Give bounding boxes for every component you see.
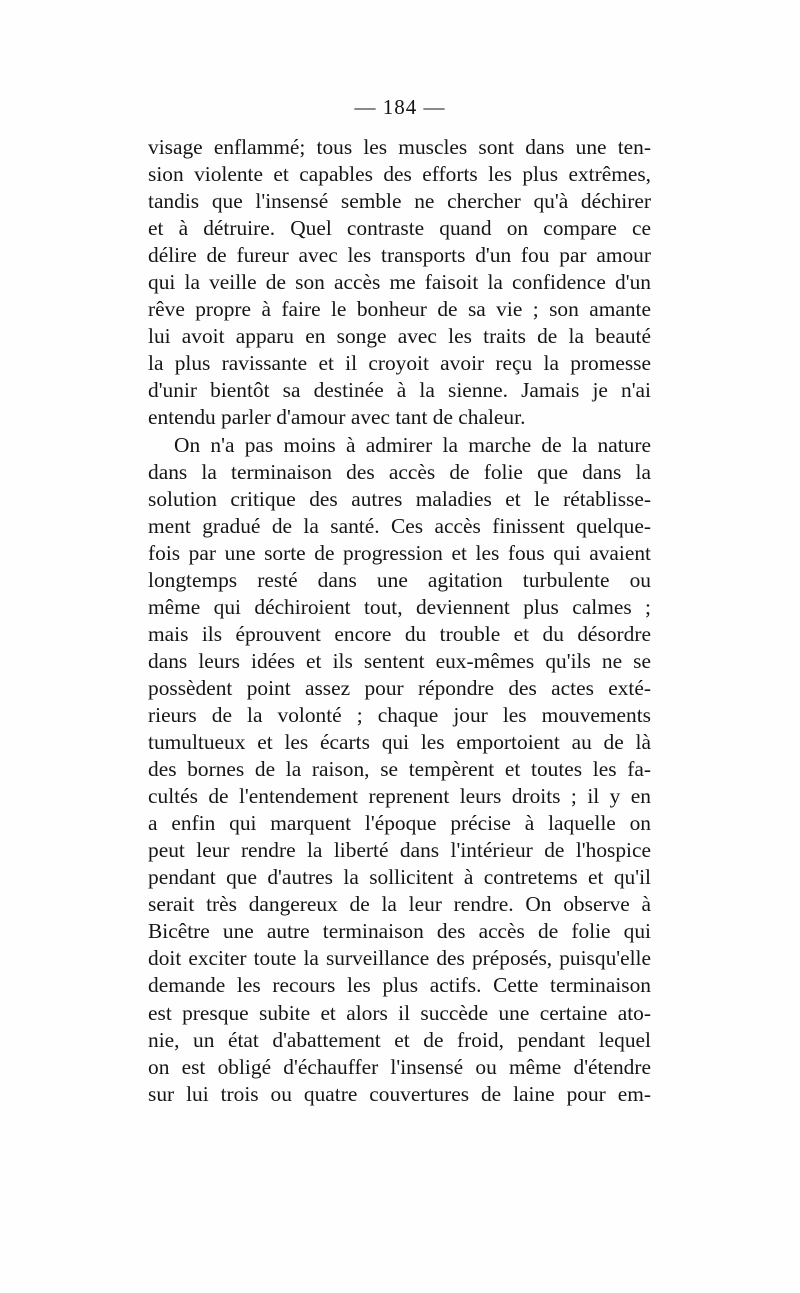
text-line: tandis que l'insensé semble ne chercher qu'à déchirer bbox=[148, 189, 651, 214]
text-line: mais ils éprouvent encore du trouble et du désordre bbox=[148, 621, 651, 646]
text-line: des bornes de la raison, se tempèrent et toutes les fa- bbox=[148, 757, 651, 782]
text-line: ment gradué de la santé. Ces accès finissent quelque- bbox=[148, 513, 651, 538]
text-line: peut leur rendre la liberté dans l'intérieur de l'hospice bbox=[148, 838, 651, 863]
text-line: nie, un état d'abattement et de froid, pendant lequel bbox=[148, 1027, 651, 1052]
page-number: — 184 — bbox=[354, 95, 446, 119]
text-line: fois par une sorte de progression et les fous qui avaient bbox=[148, 540, 651, 565]
text-line: On n'a pas moins à admirer la marche de la nature bbox=[174, 432, 651, 457]
text-line: rieurs de la volonté ; chaque jour les mouvements bbox=[148, 702, 651, 727]
paragraph-2 bbox=[148, 432, 651, 1108]
text-line: et à détruire. Quel contraste quand on compare ce bbox=[148, 216, 651, 241]
text-line: la plus ravissante et il croyoit avoir reçu la promesse bbox=[148, 351, 651, 376]
text-line: longtemps resté dans une agitation turbulente ou bbox=[148, 567, 651, 592]
text-line: solution critique des autres maladies et le rétablisse- bbox=[148, 486, 651, 511]
text-line: tumultueux et les écarts qui les emportoient au de là bbox=[148, 730, 651, 755]
text-line: sur lui trois ou quatre couvertures de laine pour em- bbox=[148, 1081, 651, 1106]
text-line: visage enflammé; tous les muscles sont dans une ten- bbox=[148, 135, 651, 159]
text-line: d'unir bientôt sa destinée à la sienne. Jamais je n'ai bbox=[148, 378, 651, 403]
text-line: dans leurs idées et ils sentent eux-mêmes qu'ils ne se bbox=[148, 648, 651, 673]
text-line: même qui déchiroient tout, deviennent plus calmes ; bbox=[148, 594, 651, 619]
text-line: possèdent point assez pour répondre des actes exté- bbox=[148, 675, 651, 700]
text-line: pendant que d'autres la sollicitent à contretems et qu'il bbox=[148, 865, 651, 890]
body-text bbox=[148, 134, 651, 1108]
text-line: dans la terminaison des accès de folie que dans la bbox=[148, 459, 651, 484]
text-line: a enfin qui marquent l'époque précise à laquelle on bbox=[148, 811, 651, 836]
text-line: Bicêtre une autre terminaison des accès de folie qui bbox=[148, 919, 651, 944]
text-line: qui la veille de son accès me faisoit la confidence d'un bbox=[148, 270, 651, 295]
text-line: est presque subite et alors il succède une certaine ato- bbox=[148, 1000, 651, 1025]
paragraph-1 bbox=[148, 134, 651, 432]
text-line: doit exciter toute la surveillance des préposés, puisqu'elle bbox=[148, 946, 651, 971]
text-line: rêve propre à faire le bonheur de sa vie ; son amante bbox=[148, 297, 651, 322]
text-line: serait très dangereux de la leur rendre. On observe à bbox=[148, 892, 651, 917]
text-line: sion violente et capables des efforts les plus extrêmes, bbox=[148, 162, 651, 187]
text-line: délire de fureur avec les transports d'un fou par amour bbox=[148, 243, 651, 268]
text-line: demande les recours les plus actifs. Cette terminaison bbox=[148, 973, 651, 998]
text-line: on est obligé d'échauffer l'insensé ou même d'étendre bbox=[148, 1054, 651, 1079]
text-line: entendu parler d'amour avec tant de chaleur. bbox=[148, 405, 526, 430]
text-line: cultés de l'entendement reprenent leurs droits ; il y en bbox=[148, 784, 651, 809]
text-line: lui avoit apparu en songe avec les traits de la beauté bbox=[148, 324, 651, 349]
